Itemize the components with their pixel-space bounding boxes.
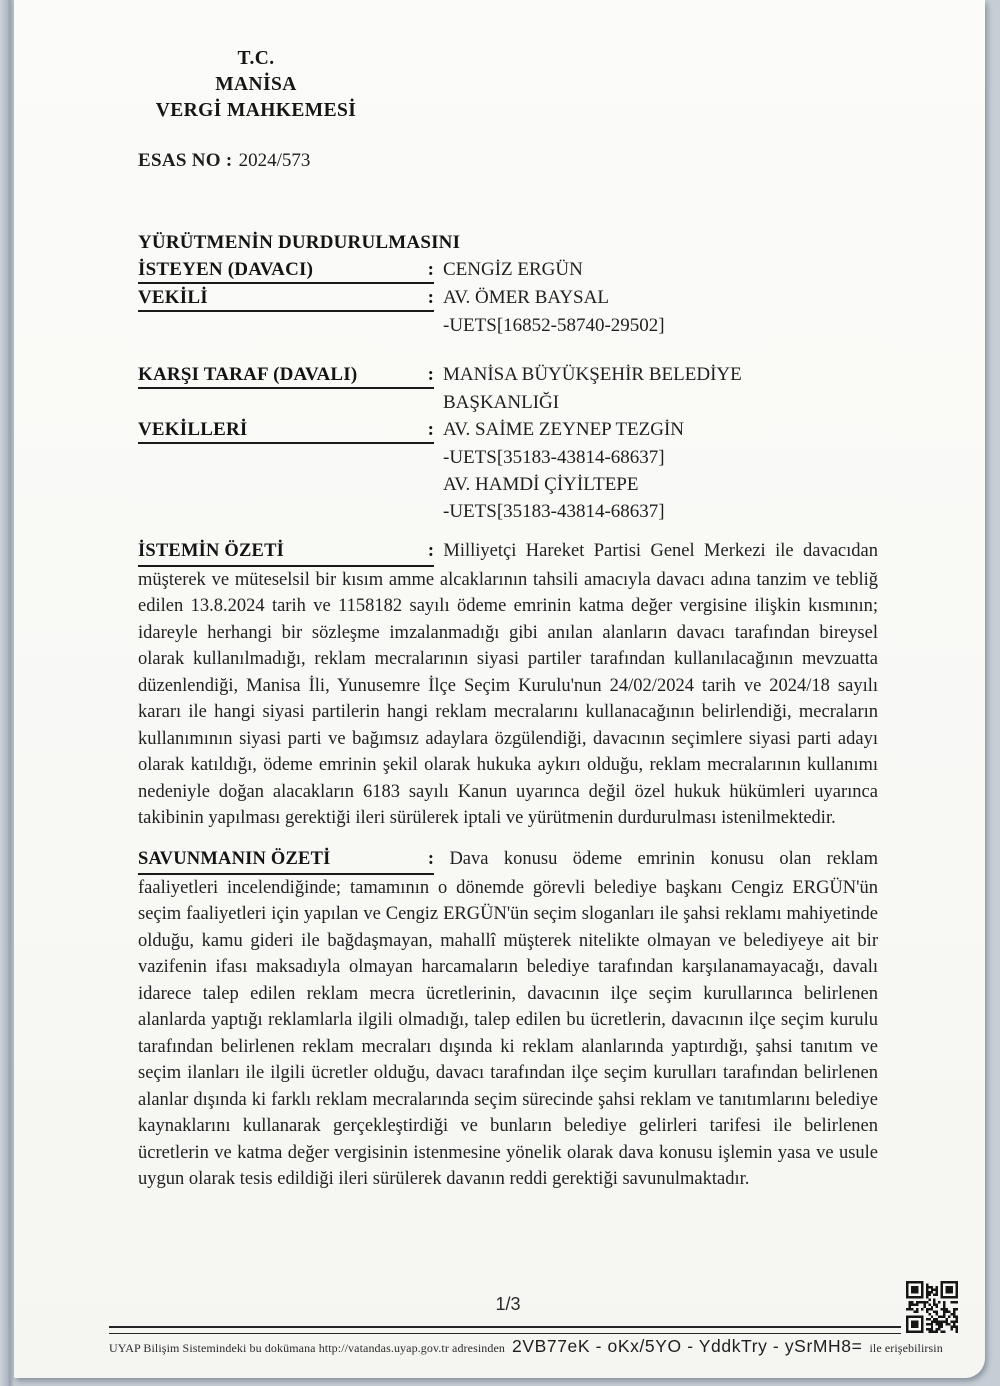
footer-rule [109,1326,901,1334]
footer-access-code: 2VB77eK - oKx/5YO - YddkTry - ySrMH8= [512,1336,863,1356]
party-value: AV. SAİME ZEYNEP TEZGİN [443,419,685,440]
party-value: BAŞKANLIĞI [443,392,560,413]
document-page [14,0,985,1378]
section-claim-summary [138,538,878,832]
party-row-defendant-attorneys [138,416,878,444]
section-colon: : [427,541,434,561]
section-label: SAVUNMANIN ÖZETİ [138,849,331,869]
party-request-title-row [138,229,878,256]
party-colon: : [427,287,434,308]
party-value: MANİSA BÜYÜKŞEHİR BELEDİYE [443,364,742,385]
section-text: Dava konusu ödeme emrinin konusu olan reklam faaliyetleri incelendiğinde; tamamının o dönemde görevli belediye başkanı Cengiz ERGÜN'ün seçim faaliyetleri için yapılan ve Cengiz ERGÜN'ün seçim sloganları ile şahsi reklamı mahiyetinde olduğu, kamu gideri ile bağdaşmayan, mahallî müşterek nitelikte olmayan ve belediyeye ait bir vazifenin ifası maksadıyla olmayan harcamaların belediye tarafından karşılanamayacağı, davalı idarece talep edilen reklam mecra ücretlerinin, davacının ilçe seçim kurullarınca belirlenen alanlarda yaptığı reklamlarla ilgili olmadığı, talep edilen bu ücretlerin, davacının ilçe seçim kurulu tarafından belirlenen reklam mecraları dışında ki reklam alanlarında yaptırdığı, şahsi tanıtım ve seçim ilanları ile ilgili ücretler olduğu, davacı tarafından ilçe seçim kurulları tarafından belirlenen alanlar dışında ki farklı reklam mecralarında seçim sürecinde şahsi reklam ve tanıtımlarını belediye kaynaklarını kullanarak gerçekleştirdiği ve bunların belediye gelirleri tarifesi ile belirlenen ücretlerin ve katma değer vergisinin istenmesine yönelik olarak dava konusu işlemin yasa ve usule uygun olarak tesis edildiği ileri sürülerek davanın reddi gerektiği savunulmaktadır. [138,849,879,1189]
parties-block [138,229,878,525]
party-value: -UETS[35183-43814-68637] [443,501,665,522]
party-row-attorney-uets [138,312,878,339]
party-row-defendant-attorney2 [138,471,878,498]
party-value: AV. HAMDİ ÇİYİLTEPE [443,474,639,495]
section-label-underline [138,846,434,875]
party-value: -UETS[35183-43814-68637] [443,447,665,468]
party-value: -UETS[16852-58740-29502] [443,315,665,336]
party-value: AV. ÖMER BAYSAL [443,287,609,308]
section-colon: : [427,849,434,869]
section-text: Milliyetçi Hareket Partisi Genel Merkezi ile davacıdan müşterek ve müteselsil bir kısım amme alcaklarının tahsili amacıyla davacı adına tanzim ve tebliğ edilen 13.8.2024 tarih ve 1158182 sayılı ödeme emrinin katma değer vergisine ilişkin kısmının; idareyle herhangi bir sözleşme imzalanmadığı gibi anılan alanların davacı tarafından bireysel olarak kullanılmadığı, reklam mecralarının siyasi partiler tarafından kullanılacağının mevzuatta düzenlendiği, Manisa İli, Yunusemre İlçe Seçim Kurulu'nun 24/02/2024 tarih ve 2024/18 sayılı kararı ile hangi siyasi partilerin hangi reklam mecralarını kullanacağının belirlendiği, mecraların kullanımının siyasi parti ve bağımsız adaylara özgülendiği, davacının seçimlere siyasi parti adayı olarak katıldığı, ödeme emrinin şekil olarak hukuka aykırı olduğu, reklam mecralarının kullanımı nedeniyle doğan alacakların 6183 sayılı Kanun uyarınca değil özel hukuk hükümleri uyarınca takibinin yapılması gerektiği ileri sürülerek iptali ve yürütmenin durdurulması istenilmektedir. [138,541,878,828]
party-colon: : [427,364,434,385]
party-label-underline [138,256,434,284]
court-header-city: MANİSA [215,74,297,95]
section-label: İSTEMİN ÖZETİ [138,541,285,561]
party-row-defendant-cont [138,389,878,416]
page-number: 1/3 [495,1294,521,1314]
case-number-label: ESAS NO : [138,150,233,171]
court-header [151,46,361,124]
party-row-gap [138,339,878,361]
case-number-value: 2024/573 [238,150,311,171]
section-defense-summary [138,846,878,1193]
section-label-underline [138,538,434,567]
party-label-underline [138,284,434,312]
footer-access-prefix: UYAP Bilişim Sistemindeki bu dokümana http://vatandas.uyap.gov.tr adresinden [109,1341,505,1355]
party-label-underline [138,361,434,389]
party-label: VEKİLLERİ [138,419,248,440]
party-label: KARŞI TARAF (DAVALI) [138,364,358,385]
scan-edge-left [0,0,14,1386]
party-row-defendant [138,361,878,389]
party-label-underline [138,416,434,444]
party-row-attorney [138,284,878,312]
party-colon: : [427,419,434,440]
case-number-row [138,150,310,172]
party-label: İSTEYEN (DAVACI) [138,259,314,280]
party-request-title: YÜRÜTMENİN DURDURULMASINI [138,232,461,253]
party-value: CENGİZ ERGÜN [443,259,583,280]
party-colon: : [427,259,434,280]
court-header-court: VERGİ MAHKEMESİ [155,100,357,121]
court-header-state: T.C. [237,48,275,69]
party-label: VEKİLİ [138,287,208,308]
footer-access-line [109,1336,943,1357]
qr-code-icon [906,1281,958,1333]
footer-access-suffix: ile erişebilirsin [869,1341,943,1355]
party-row-claimant [138,256,878,284]
party-row-defendant-attorneys-uets [138,444,878,471]
party-row-defendant-attorney2-uets [138,498,878,525]
